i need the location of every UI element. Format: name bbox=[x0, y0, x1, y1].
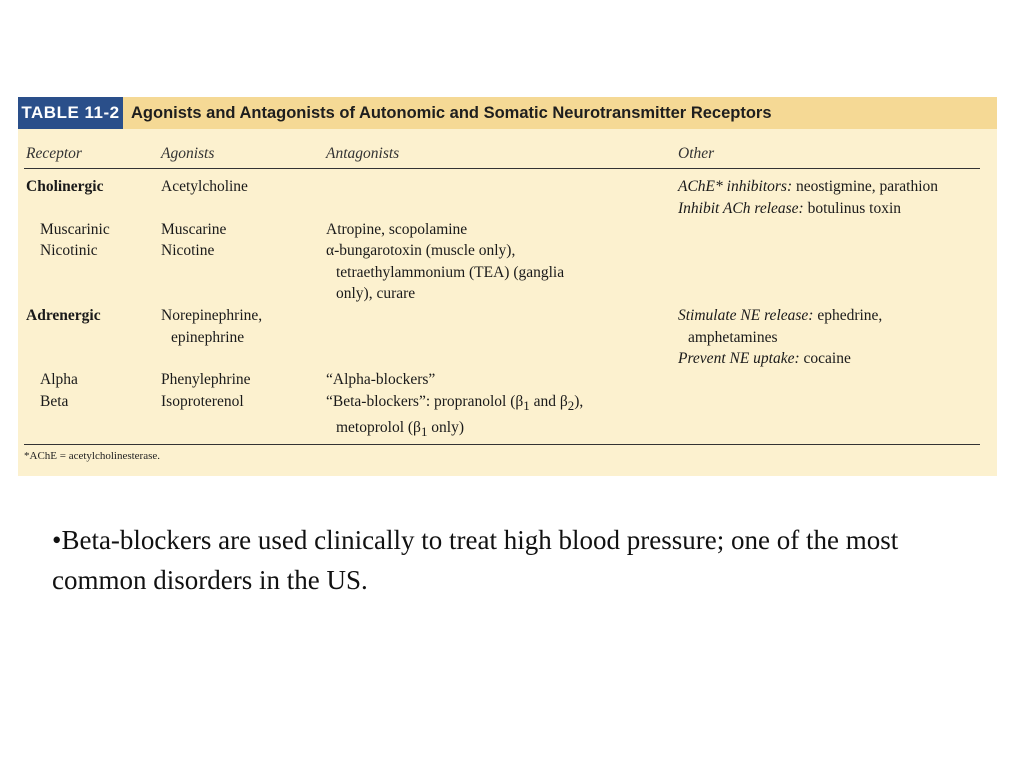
receptor-muscarinic: Muscarinic bbox=[40, 221, 110, 238]
agonist-nicotinic: Nicotine bbox=[161, 242, 215, 259]
other-value: botulinus toxin bbox=[803, 199, 902, 217]
other-cholinergic bbox=[678, 176, 938, 219]
table-title-bar bbox=[18, 97, 997, 129]
antagonist-text: ), bbox=[574, 393, 584, 410]
receptor-beta: Beta bbox=[40, 393, 69, 410]
header-agonists: Agonists bbox=[161, 145, 215, 162]
agonist-cholinergic: Acetylcholine bbox=[161, 178, 248, 195]
antagonist-alpha: “Alpha-blockers” bbox=[326, 371, 436, 388]
table-title: Agonists and Antagonists of Autonomic and Somatic Neurotransmitter Receptors bbox=[123, 97, 997, 129]
other-value: ephedrine, bbox=[813, 307, 883, 324]
other-value: amphetamines bbox=[688, 328, 778, 346]
subscript: 1 bbox=[523, 398, 530, 414]
other-adrenergic bbox=[678, 305, 882, 370]
receptor-alpha: Alpha bbox=[40, 371, 78, 388]
other-label: Stimulate NE release: bbox=[678, 307, 814, 324]
subscript: 2 bbox=[567, 398, 575, 414]
header-receptor: Receptor bbox=[26, 145, 82, 162]
agonist-beta: Isoproterenol bbox=[161, 393, 244, 410]
receptor-nicotinic: Nicotinic bbox=[40, 242, 98, 259]
antagonist-beta bbox=[326, 391, 583, 442]
antagonist-muscarinic: Atropine, scopolamine bbox=[326, 221, 468, 238]
agonist-adrenergic bbox=[161, 305, 262, 348]
other-value: neostigmine, parathion bbox=[792, 178, 939, 195]
table-figure bbox=[18, 97, 997, 476]
antagonist-line: only), curare bbox=[336, 285, 416, 302]
subscript: 1 bbox=[420, 423, 428, 439]
header-other: Other bbox=[678, 145, 715, 162]
agonist-line: epinephrine bbox=[171, 328, 245, 346]
other-label: Inhibit ACh release: bbox=[678, 199, 804, 217]
header-antagonists: Antagonists bbox=[326, 145, 400, 162]
antagonist-text: “Beta-blockers”: propranolol (β bbox=[326, 393, 524, 410]
bullet-point: •Beta-blockers are used clinically to treat high blood pressure; one of the most common disorders in the US. bbox=[52, 525, 899, 595]
table-number: TABLE 11-2 bbox=[18, 97, 123, 129]
header-rule bbox=[24, 168, 980, 169]
antagonist-line: tetraethylammonium (TEA) (ganglia bbox=[336, 263, 565, 281]
receptor-cholinergic: Cholinergic bbox=[26, 178, 104, 195]
receptor-adrenergic: Adrenergic bbox=[26, 307, 101, 324]
agonist-line: Norepinephrine, bbox=[161, 307, 263, 324]
table-footnote: *AChE = acetylcholinesterase. bbox=[24, 450, 161, 462]
footer-rule bbox=[24, 444, 980, 445]
antagonist-text: metoprolol (β bbox=[336, 418, 421, 436]
other-label: AChE* inhibitors: bbox=[678, 178, 793, 195]
antagonist-line: α-bungarotoxin (muscle only), bbox=[326, 242, 516, 259]
antagonist-nicotinic bbox=[326, 240, 564, 305]
other-value: cocaine bbox=[799, 350, 851, 367]
antagonist-text: and β bbox=[529, 393, 568, 410]
agonist-alpha: Phenylephrine bbox=[161, 371, 251, 388]
other-label: Prevent NE uptake: bbox=[678, 350, 800, 367]
agonist-muscarinic: Muscarine bbox=[161, 221, 227, 238]
antagonist-text: only) bbox=[427, 418, 464, 436]
